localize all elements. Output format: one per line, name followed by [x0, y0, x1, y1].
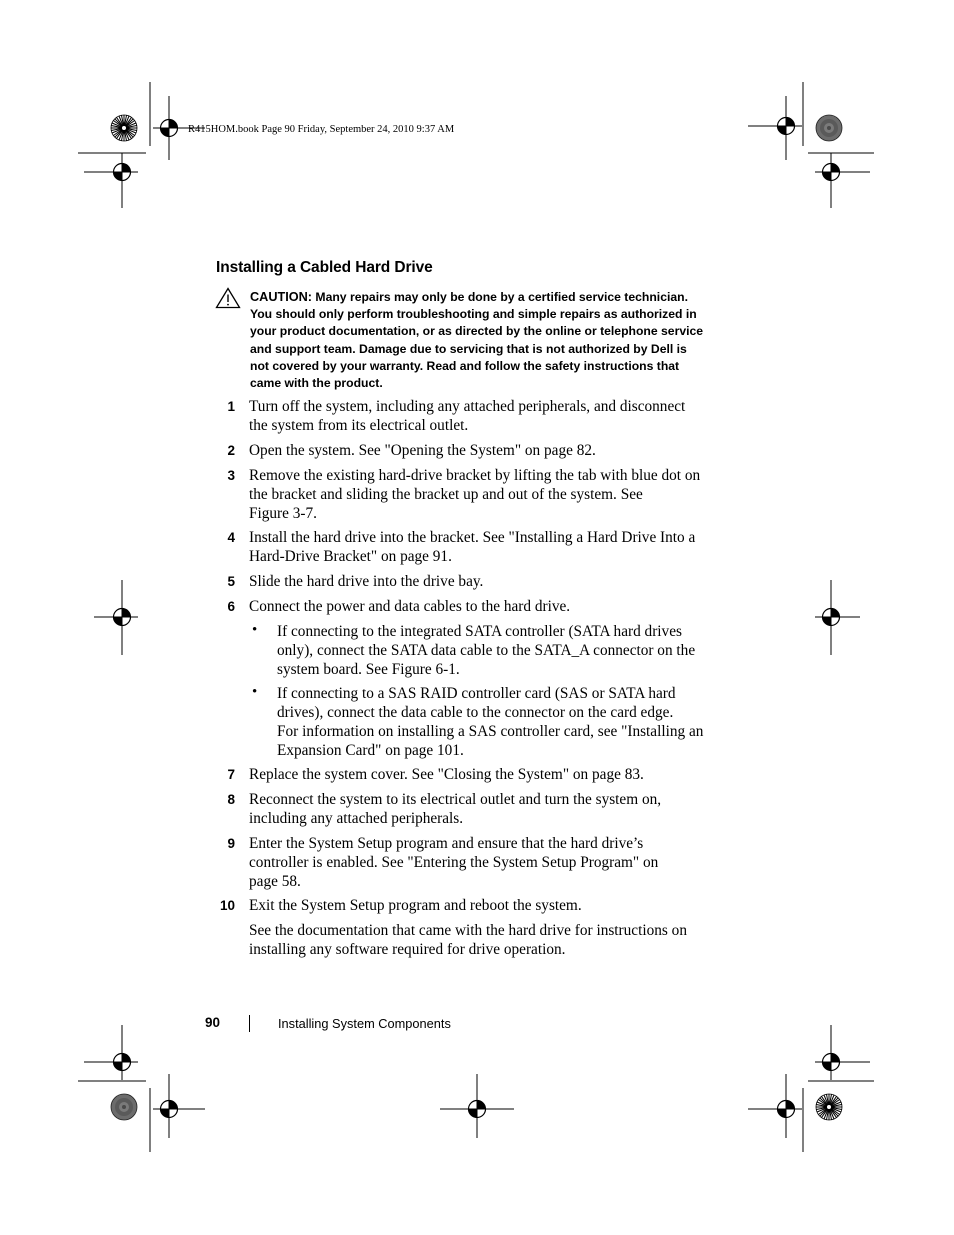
- step-line: controller is enabled. See "Entering the System Setup Program" on: [249, 854, 659, 871]
- closing-note-text: [249, 921, 719, 959]
- step-number: 7: [227, 767, 235, 782]
- footer-chapter-title: Installing System Components: [278, 1016, 451, 1031]
- step-line: Replace the system cover. See "Closing the System" on page 83.: [249, 766, 644, 783]
- step-line: Install the hard drive into the bracket. See "Installing a Hard Drive Into a: [249, 529, 696, 546]
- bullet-line: Expansion Card" on page 101.: [277, 742, 464, 759]
- step-line: page 58.: [249, 873, 301, 890]
- bullet-line: only), connect the SATA data cable to the SATA_A connector on the: [277, 642, 696, 659]
- caution-line: [250, 289, 720, 306]
- step-text: [249, 528, 719, 566]
- caution-line: your product documentation, or as directed by the online or telephone service: [250, 324, 704, 339]
- step-number: 10: [219, 898, 235, 913]
- bullet-line: For information on installing a SAS controller card, see "Installing an: [277, 723, 704, 740]
- page-number: 90: [205, 1015, 221, 1030]
- step-line: Open the system. See "Opening the System" on page 82.: [249, 442, 596, 459]
- bullet-text: [277, 684, 722, 760]
- bullet-glyph: •: [252, 622, 258, 638]
- print-slug: R415HOM.book Page 90 Friday, September 24, 2010 9:37 AM: [188, 124, 455, 135]
- caution-label: CAUTION:: [250, 290, 313, 304]
- bullet-line: system board. See Figure 6-1.: [277, 661, 460, 678]
- step-text: [249, 397, 719, 435]
- caution-line: not covered by your warranty. Read and follow the safety instructions that: [250, 358, 680, 373]
- caution-notice: [250, 289, 720, 392]
- caution-line: You should only perform troubleshooting and simple repairs as authorized in: [250, 307, 697, 322]
- step-line: Remove the existing hard-drive bracket by lifting the tab with blue dot on: [249, 467, 701, 484]
- step-text: [249, 466, 719, 523]
- footer-divider: [249, 1015, 250, 1032]
- step-number: 2: [227, 443, 235, 458]
- section-heading: Installing a Cabled Hard Drive: [216, 259, 433, 276]
- step-text: [249, 441, 719, 460]
- step-line: the bracket and sliding the bracket up and out of the system. See: [249, 486, 643, 503]
- step-number: 6: [227, 599, 235, 614]
- bullet-line: drives), connect the data cable to the connector on the card edge.: [277, 704, 674, 721]
- step-number: 4: [227, 530, 235, 545]
- bullet-glyph: •: [252, 684, 258, 700]
- step-text: [249, 597, 719, 616]
- step-number: 8: [227, 792, 235, 807]
- step-line: including any attached peripherals.: [249, 810, 464, 827]
- step-line: Enter the System Setup program and ensure that the hard drive’s: [249, 835, 644, 852]
- caution-line: and support team. Damage due to servicing that is not authorized by Dell is: [250, 341, 687, 356]
- step-number: 1: [227, 399, 235, 414]
- note-line: See the documentation that came with the hard drive for instructions on: [249, 922, 687, 939]
- step-line: Connect the power and data cables to the hard drive.: [249, 598, 571, 615]
- step-number: 5: [227, 574, 235, 589]
- caution-line: came with the product.: [250, 376, 383, 391]
- caution-text: Many repairs may only be done by a certified service technician.: [315, 290, 688, 304]
- step-text: [249, 765, 719, 784]
- step-line: Reconnect the system to its electrical outlet and turn the system on,: [249, 791, 662, 808]
- step-line: Turn off the system, including any attached peripherals, and disconnect: [249, 398, 686, 415]
- step-number: 3: [227, 468, 235, 483]
- step-line: Figure 3-7.: [249, 505, 317, 522]
- bullet-line: If connecting to the integrated SATA controller (SATA hard drives: [277, 623, 682, 640]
- step-text: [249, 834, 719, 891]
- step-text: [249, 896, 719, 915]
- bullet-text: [277, 622, 722, 679]
- step-number: 9: [227, 836, 235, 851]
- caution-triangle-icon: [215, 287, 241, 309]
- step-line: Slide the hard drive into the drive bay.: [249, 573, 484, 590]
- step-text: [249, 790, 719, 828]
- step-line: the system from its electrical outlet.: [249, 417, 469, 434]
- bullet-line: If connecting to a SAS RAID controller card (SAS or SATA hard: [277, 685, 676, 702]
- step-line: Exit the System Setup program and reboot the system.: [249, 897, 582, 914]
- step-line: Hard-Drive Bracket" on page 91.: [249, 548, 452, 565]
- step-text: [249, 572, 719, 591]
- note-line: installing any software required for drive operation.: [249, 941, 566, 958]
